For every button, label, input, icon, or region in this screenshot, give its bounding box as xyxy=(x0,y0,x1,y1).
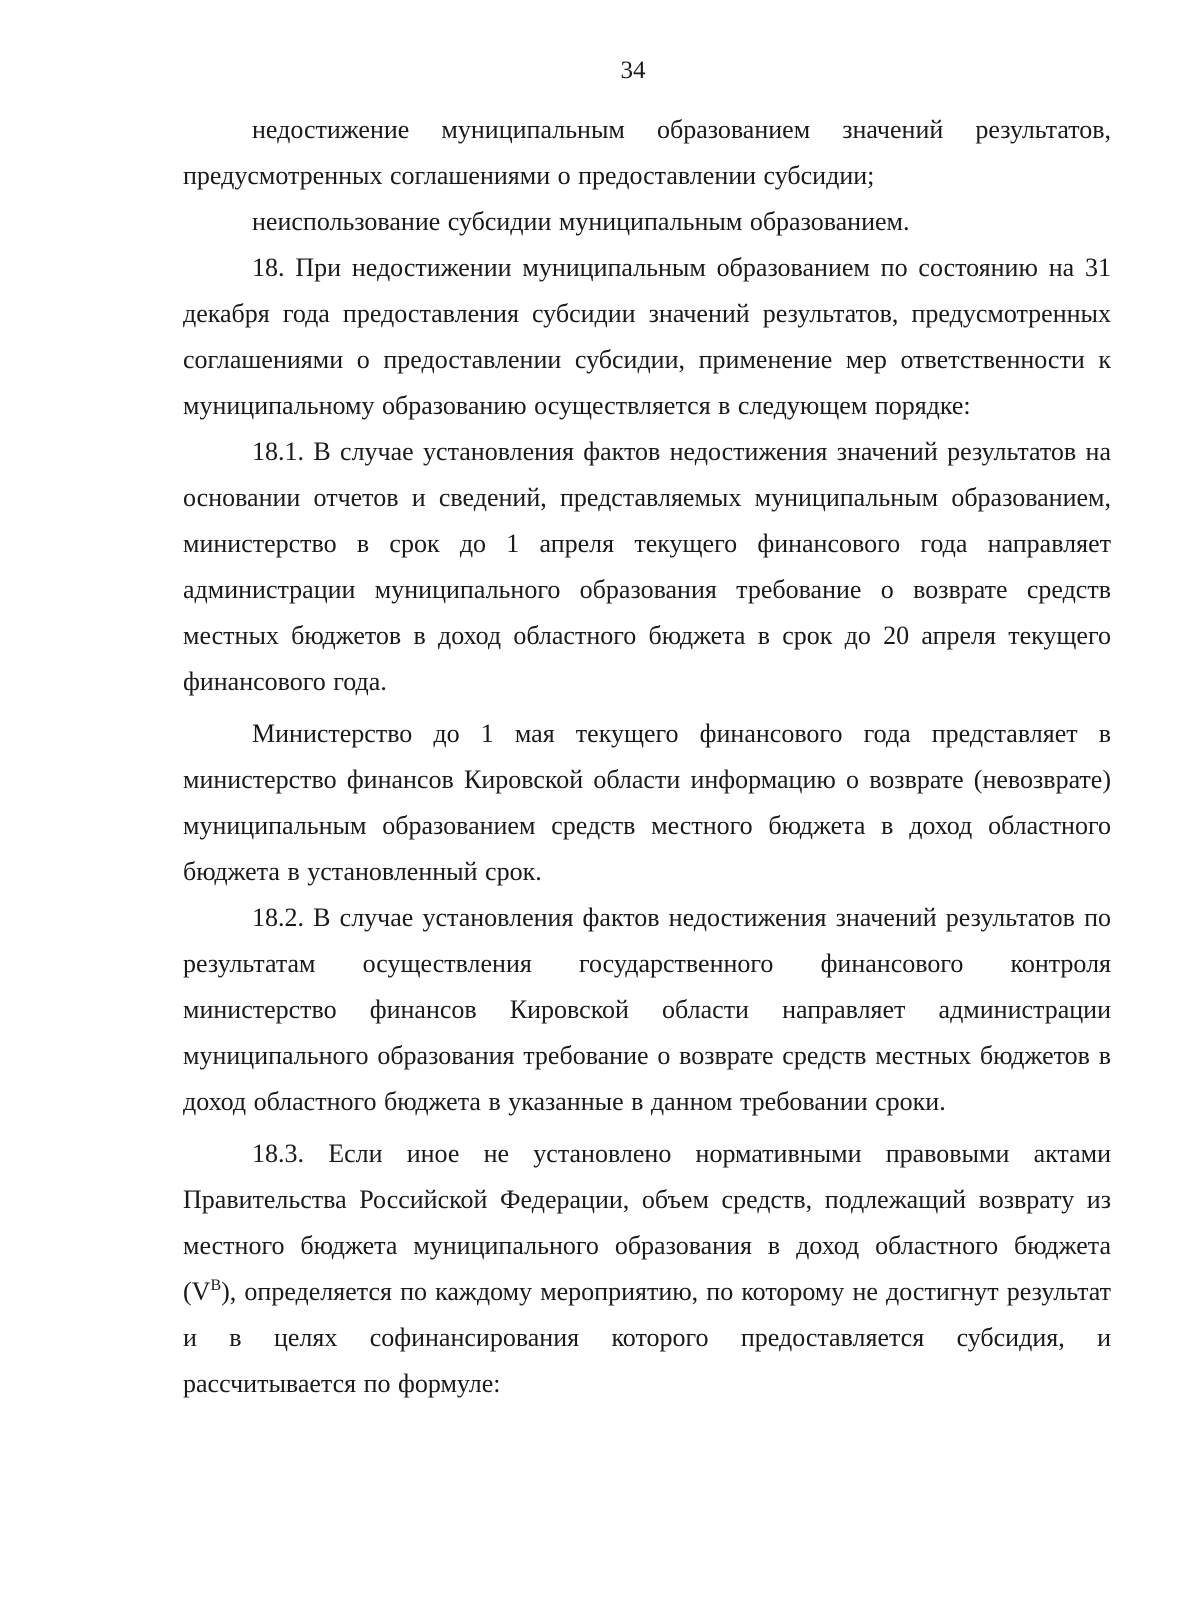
paragraph-text-after: ), определяется по каждому мероприятию, по которому не достигнут результат и в целях софинансирования которого предоставляется субсидия, и рассчитывается по формуле: xyxy=(183,1277,1111,1398)
paragraph-text-before: 18.3. Если иное не установлено нормативными правовыми актами Правительства Российской Федерации, объем средств, подлежащий возврату из местного бюджета муниципального образования в доход областного бюджета (V xyxy=(183,1139,1111,1306)
volume-superscript: В xyxy=(210,1277,222,1294)
paragraph: 18. При недостижении муниципальным образованием по состоянию на 31 декабря года предоставления субсидии значений результатов, предусмотренных соглашениями о предоставлении субсидии, применение мер ответственности к муниципальному образованию осуществляется в следующем порядке: xyxy=(183,253,1111,420)
paragraph: неиспользование субсидии муниципальным образованием. xyxy=(252,207,910,236)
document-body xyxy=(183,107,1111,1407)
paragraph: Министерство до 1 мая текущего финансового года представляет в министерство финансов Кировской области информацию о возврате (невозврате) муниципальным образованием средств местного бюджета в доход областного бюджета в установленный срок. xyxy=(183,719,1111,886)
paragraph-formula-intro xyxy=(183,1131,1111,1407)
paragraph: 18.1. В случае установления фактов недостижения значений результатов на основании отчетов и сведений, представляемых муниципальным образованием, министерство в срок до 1 апреля текущего финансового года направляет администрации муниципального образования требование о возврате средств местных бюджетов в доход областного бюджета в срок до 20 апреля текущего финансового года. xyxy=(183,437,1111,696)
page-number: 34 xyxy=(620,57,646,84)
paragraph: недостижение муниципальным образованием значений результатов, предусмотренных соглашениями о предоставлении субсидии; xyxy=(183,115,1111,190)
paragraph: 18.2. В случае установления фактов недостижения значений результатов по результатам осуществления государственного финансового контроля министерство финансов Кировской области направляет администрации муниципального образования требование о возврате средств местных бюджетов в доход областного бюджета в указанные в данном требовании сроки. xyxy=(183,903,1111,1116)
